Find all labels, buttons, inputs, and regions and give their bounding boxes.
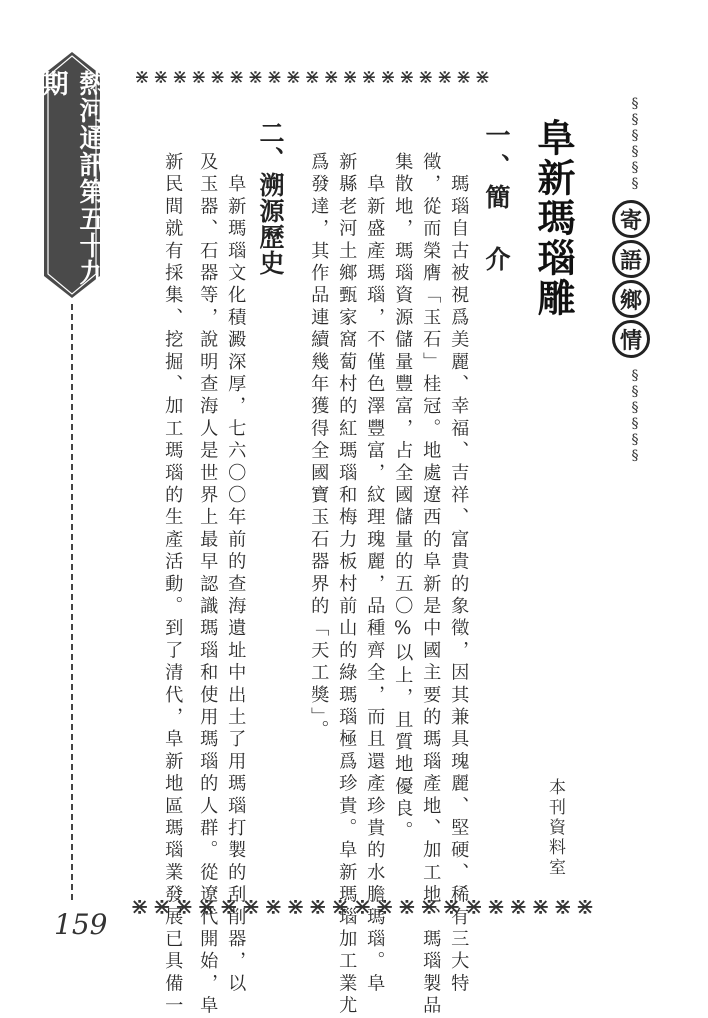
section-signs-bottom: §§§§§§ [627, 368, 643, 464]
bottom-ornament-row: ⋇⋇⋇⋇⋇⋇⋇⋇⋇⋇⋇⋇⋇⋇⋇⋇⋇⋇⋇⋇⋇ [130, 894, 598, 920]
body-line: 集散地，瑪瑙資源儲量豐富，占全國儲量的五〇%以上，且質地優良。 [392, 152, 414, 843]
section-heading-history: 二、溯源歷史 [256, 120, 285, 276]
body-line: 瑪瑙自古被視爲美麗、幸福、吉祥、富貴的象徵，因其兼具瑰麗、堅硬、稀有三大特 [448, 152, 470, 996]
column-header [612, 96, 652, 496]
article-title: 阜新瑪瑙雕 [531, 118, 576, 318]
top-ornament-row: ⋇⋇⋇⋇⋇⋇⋇⋇⋇⋇⋇⋇⋇⋇⋇⋇⋇⋇⋇ [134, 66, 494, 88]
body-line: 阜新盛產瑪瑙，不僅色澤豐富，紋理瑰麗，品種齊全，而且還產珍貴的水膽瑪瑙。阜 [364, 152, 386, 996]
page-number: 159 [54, 908, 108, 941]
circled-char-4: 情 [612, 320, 650, 358]
issue-label: 熱河通訊第五十九期 [38, 70, 105, 286]
body-line: 阜新瑪瑙文化積澱深厚，七六〇〇年前的查海遺址中出土了用瑪瑙打製的刮削器，以 [225, 152, 247, 996]
article-author: 本刊資料室 [545, 778, 565, 878]
issue-side-tab [38, 44, 105, 304]
body-line: 爲發達，其作品連續幾年獲得全國寶玉石器界的「天工獎」。 [308, 152, 330, 743]
circled-char-1: 寄 [612, 200, 650, 238]
circled-char-2: 語 [612, 240, 650, 278]
body-line: 新民間就有採集、挖掘、加工瑪瑙的生產活動。到了清代，阜新地區瑪瑙業發展已具備一 [162, 152, 184, 1018]
body-line: 及玉器、石器等，說明查海人是世界上最早認識瑪瑙和使用瑪瑙的人群。從遼代開始，阜 [197, 152, 219, 1018]
body-line: 新縣老河土鄉甄家窩蔔村的紅瑪瑙和梅力板村前山的綠瑪瑙極爲珍貴。阜新瑪瑙加工業尤 [336, 152, 358, 1018]
margin-dashed-line [71, 304, 73, 900]
section-heading-intro: 一、簡 介 [482, 122, 511, 277]
circled-char-3: 鄉 [612, 280, 650, 318]
body-line: 徵，從而榮膺「玉石」桂冠。地處遼西的阜新是中國主要的瑪瑙產地、加工地、瑪瑙製品 [420, 152, 442, 1018]
section-signs-top: §§§§§§ [627, 96, 643, 192]
